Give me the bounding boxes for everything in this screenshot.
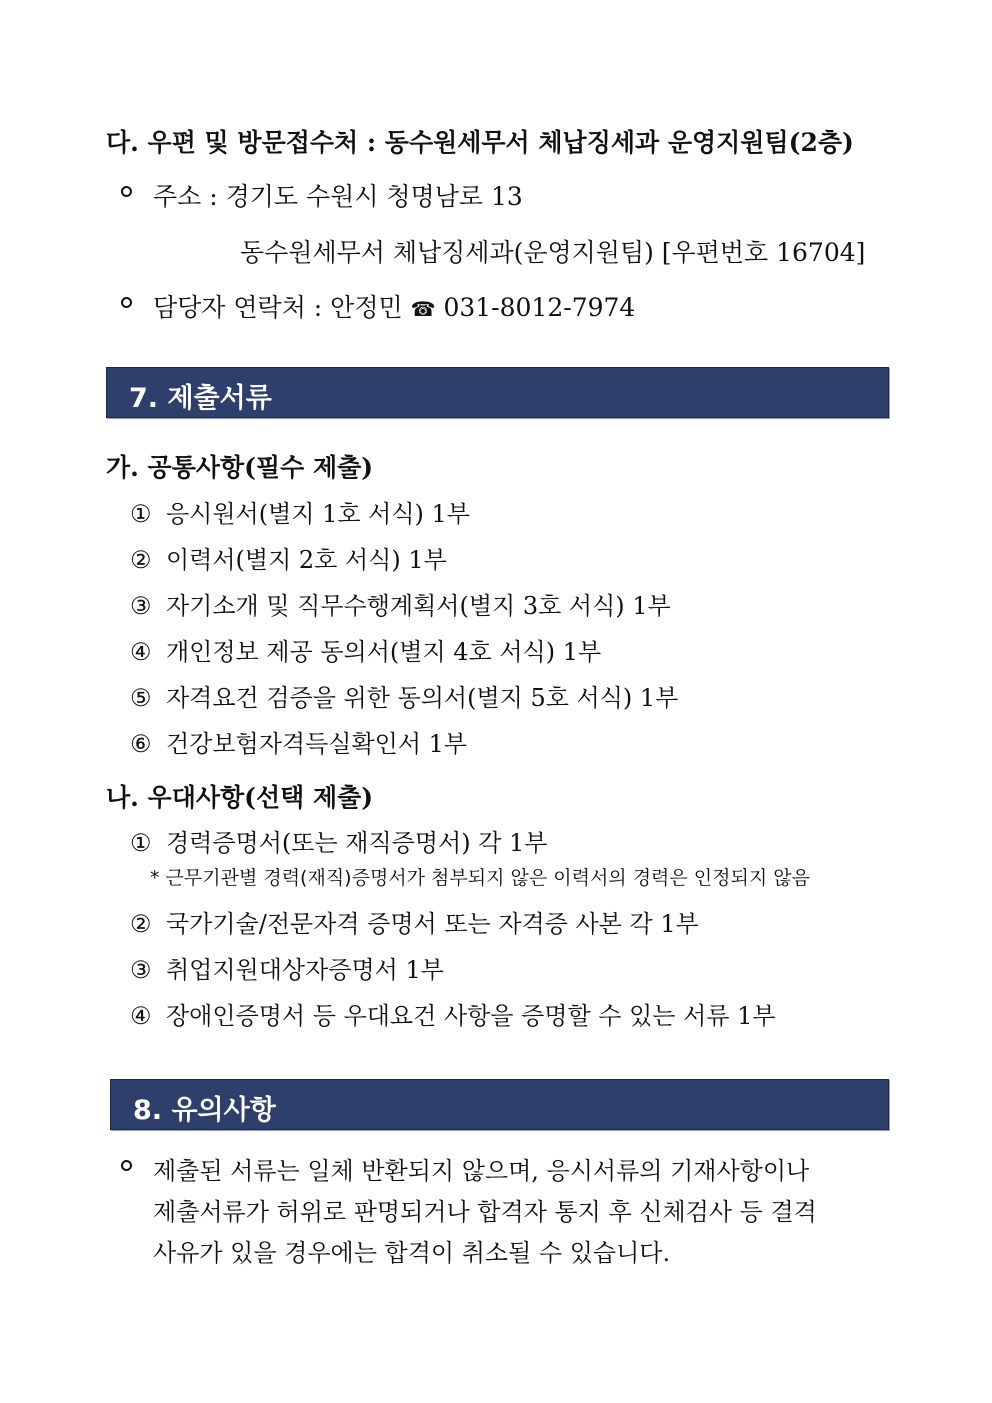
bullet-circle [121, 1160, 132, 1171]
submission-heading: 다. 우편 및 방문접수처 : 동수원세무서 체납징세과 운영지원팀(2층) [106, 128, 854, 157]
list-item: ① 응시원서(별지 1호 서식) 1부 [130, 500, 470, 528]
contact-line [153, 288, 635, 324]
list-item: ⑤ 자격요건 검증을 위한 동의서(별지 5호 서식) 1부 [130, 684, 679, 712]
bullet-circle [121, 186, 132, 197]
list-item: ④ 장애인증명서 등 우대요건 사항을 증명할 수 있는 서류 1부 [130, 1002, 776, 1030]
list-item: ② 이력서(별지 2호 서식) 1부 [130, 546, 447, 574]
list-item: ③ 자기소개 및 직무수행계획서(별지 3호 서식) 1부 [130, 592, 671, 620]
address-label: 주소 : 경기도 수원시 청명남로 13 [153, 182, 523, 211]
list-item: ① 경력증명서(또는 재직증명서) 각 1부 [130, 829, 548, 857]
notice-line: 사유가 있을 경우에는 합격이 취소될 수 있습니다. [153, 1239, 671, 1267]
section-7-title: 7. 제출서류 [129, 383, 272, 414]
notice-line: 제출서류가 허위로 판명되거나 합격자 통지 후 신체검사 등 결격 [153, 1198, 817, 1226]
address-line-2: 동수원세무서 체납징세과(운영지원팀) [우편번호 16704] [240, 238, 866, 267]
bullet-circle [121, 297, 132, 308]
list-item: ⑥ 건강보험자격득실확인서 1부 [130, 730, 468, 758]
preference-heading: 나. 우대사항(선택 제출) [106, 783, 374, 812]
section-7-header [106, 367, 889, 418]
list-item: ② 국가기술/전문자격 증명서 또는 자격증 사본 각 1부 [130, 910, 699, 938]
list-item: ③ 취업지원대상자증명서 1부 [130, 956, 444, 984]
list-item: ④ 개인정보 제공 동의서(별지 4호 서식) 1부 [130, 638, 602, 666]
contact-phone: 031-8012-7974 [443, 293, 636, 322]
telephone-icon: ☎ [410, 297, 436, 321]
footnote: * 근무기관별 경력(재직)증명서가 첨부되지 않은 이력서의 경력은 인정되지 않음 [150, 867, 810, 889]
contact-label: 담당자 연락처 : 안정민 [153, 293, 403, 322]
notice-line: 제출된 서류는 일체 반환되지 않으며, 응시서류의 기재사항이나 [153, 1157, 810, 1185]
section-8-header [110, 1079, 889, 1130]
common-heading: 가. 공통사항(필수 제출) [106, 453, 374, 482]
section-8-title: 8. 유의사항 [133, 1095, 276, 1126]
